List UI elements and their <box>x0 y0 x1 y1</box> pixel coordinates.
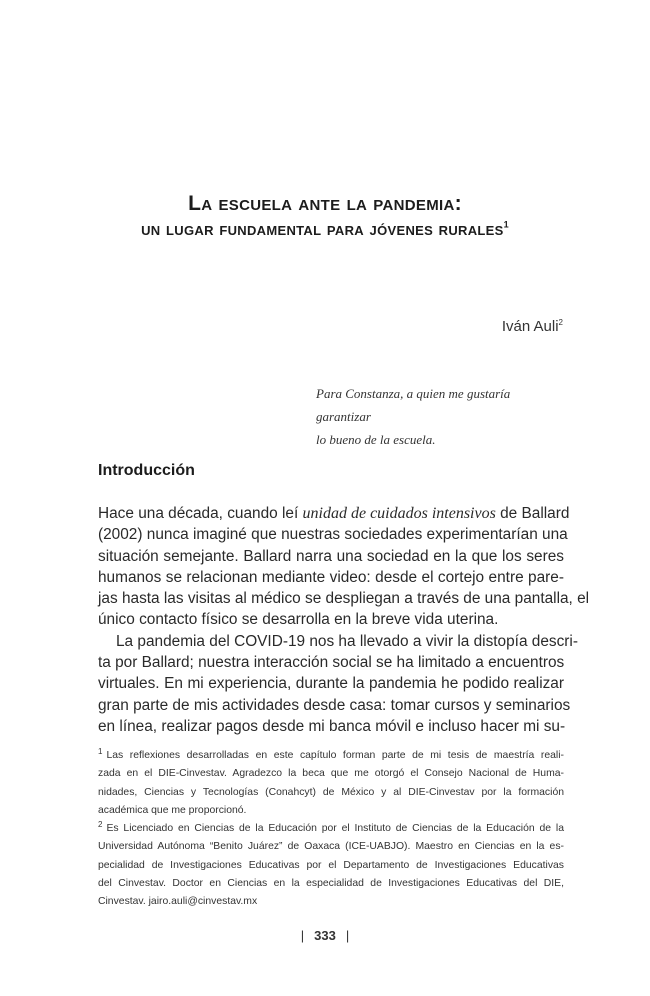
paragraph-2-line: en línea, realizar pagos desde mi banca móvil e incluso hacer mi su- <box>98 717 566 735</box>
paragraph-1-line: situación semejante. Ballard narra una sociedad en la que los seres <box>98 547 564 565</box>
footnote-1-line: nidades, Ciencias y Tecnologías (Conahcyt) de México y al DIE-Cinvestav por la formación <box>98 786 564 798</box>
footnote-1-line <box>98 747 564 765</box>
author-name <box>502 318 563 335</box>
footnote-2-text: Es Licenciado en Ciencias de la Educación por el Instituto de Ciencias de la Educación de la <box>106 823 564 835</box>
section-heading: Introducción <box>98 462 195 479</box>
chapter-title <box>60 190 590 243</box>
paragraph-1-text: de Ballard <box>495 505 570 522</box>
page-number-value: 333 <box>314 928 336 943</box>
paragraph-1-line: único contacto físico se desarrolla en la breve vida uterina. <box>98 611 499 629</box>
footnote-1-mark: 1 <box>98 746 103 756</box>
epigraph-line-2: lo bueno de la escuela. <box>316 432 436 447</box>
footnote-2-line: Universidad Autónoma “Benito Juárez” de Oaxaca (ICE-UABJO). Maestro en Ciencias en la es- <box>98 841 564 853</box>
footnote-ref-2[interactable]: 2 <box>558 318 563 327</box>
paragraph-1-text: Hace una década, cuando leí <box>98 505 303 522</box>
chapter-title-line-2 <box>60 217 590 243</box>
epigraph-line-1: Para Constanza, a quien me gustaría garantizar <box>316 386 511 424</box>
paragraph-2-line: gran parte de mis actividades desde casa: tomar cursos y seminarios <box>98 696 571 714</box>
epigraph <box>316 382 566 451</box>
paragraph-1-line: (2002) nunca imaginé que nuestras sociedades experimentarían una <box>98 526 568 544</box>
chapter-title-line-2-text: un lugar fundamental para jóvenes rurales <box>141 219 504 240</box>
paragraph-1-line <box>98 503 570 524</box>
footnote-ref-1[interactable]: 1 <box>503 219 509 230</box>
footnotes <box>98 747 564 912</box>
paragraph-2-line: La pandemia del COVID-19 nos ha llevado a vivir la distopía descri- <box>116 632 578 650</box>
body-text <box>98 503 590 737</box>
page-number-separator-left: | <box>300 928 305 943</box>
footnote-2-line <box>98 820 564 838</box>
chapter-title-line-1: La escuela ante la pandemia: <box>188 192 462 215</box>
footnote-2-line: del Cinvestav. Doctor en Ciencias en la especialidad de Investigaciones Educativas del DIE, <box>98 878 564 890</box>
footnote-1-text: Las reflexiones desarrolladas en este capítulo forman parte de mi tesis de maestría reali- <box>106 750 564 761</box>
footnote-2-line: Cinvestav. jairo.auli@cinvestav.mx <box>98 896 258 908</box>
footnote-2-mark: 2 <box>98 819 103 829</box>
paragraph-1-line: humanos se relacionan mediante video: desde el cortejo entre pare- <box>98 568 564 586</box>
page-number-separator-right: | <box>345 928 350 943</box>
footnote-1-line: académica que me proporcionó. <box>98 804 247 816</box>
paragraph-2-line: ta por Ballard; nuestra interacción social se ha limitado a encuentros <box>98 654 565 672</box>
footnote-2-line: pecialidad de Investigaciones Educativas por el Departamento de Investigaciones Educativas <box>98 859 564 871</box>
page-number <box>0 928 650 943</box>
paragraph-1-line: jas hasta las visitas al médico se despliegan a través de una pantalla, el <box>98 590 590 608</box>
author-name-text: Iván Auli <box>501 318 559 335</box>
footnote-1-line: zada en el DIE-Cinvestav. Agradezco la beca que me otorgó el Consejo Nacional de Huma- <box>98 768 564 780</box>
paragraph-2-line: virtuales. En mi experiencia, durante la pandemia he podido realizar <box>98 675 564 693</box>
book-title: unidad de cuidados intensivos <box>302 505 496 522</box>
